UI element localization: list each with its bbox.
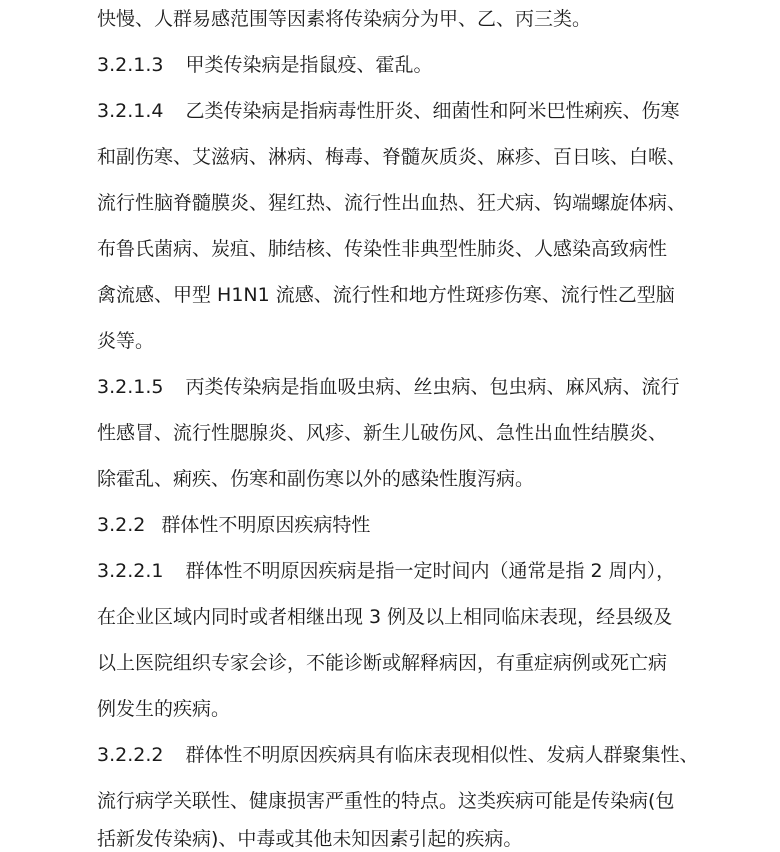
clause-number: 3.2.1.5 — [97, 376, 164, 398]
text-line: 性感冒、流行性腮腺炎、风疹、新生儿破伤风、急性出血性结膜炎、 — [97, 422, 668, 444]
clause-3-2-1-3 — [97, 53, 433, 77]
text-line: 禽流感、甲型 H1N1 流感、流行性和地方性斑疹伤寒、流行性乙型脑 — [97, 284, 675, 306]
text-line: 流行病学关联性、健康损害严重性的特点。这类疾病可能是传染病(包 — [97, 790, 675, 812]
clause-3-2-2-2 — [97, 743, 699, 767]
clause-text: 乙类传染病是指病毒性肝炎、细菌性和阿米巴性痢疾、伤寒 — [185, 100, 680, 122]
text-line: 以上医院组织专家会诊，不能诊断或解释病因，有重症病例或死亡病 — [97, 652, 668, 674]
clause-number: 3.2.2 — [97, 514, 146, 536]
clause-text: 群体性不明原因疾病特性 — [161, 514, 371, 536]
clause-3-2-2-1 — [97, 559, 675, 583]
text-line: 在企业区域内同时或者相继出现 3 例及以上相同临床表现，经县级及 — [97, 606, 673, 628]
text-line: 例发生的疾病。 — [97, 698, 231, 720]
text-line: 布鲁氏菌病、炭疽、肺结核、传染性非典型性肺炎、人感染高致病性 — [97, 238, 668, 260]
text-line: 快慢、人群易感范围等因素将传染病分为甲、乙、丙三类。 — [97, 8, 592, 30]
clause-text: 群体性不明原因疾病具有临床表现相似性、发病人群聚集性、 — [185, 744, 699, 766]
text-line: 炎等。 — [97, 330, 155, 352]
clause-text: 甲类传染病是指鼠疫、霍乱。 — [185, 54, 433, 76]
clause-number: 3.2.2.2 — [97, 744, 164, 766]
clause-number: 3.2.2.1 — [97, 560, 164, 582]
clause-text: 群体性不明原因疾病是指一定时间内（通常是指 2 周内）， — [185, 560, 676, 582]
clause-3-2-1-4 — [97, 99, 680, 123]
section-3-2-2-heading — [97, 513, 370, 537]
text-line: 流行性脑脊髓膜炎、猩红热、流行性出血热、狂犬病、钩端螺旋体病、 — [97, 192, 687, 214]
clause-3-2-1-5 — [97, 375, 680, 399]
text-line: 除霍乱、痢疾、伤寒和副伤寒以外的感染性腹泻病。 — [97, 468, 535, 490]
text-line: 和副伤寒、艾滋病、淋病、梅毒、脊髓灰质炎、麻疹、百日咳、白喉、 — [97, 146, 687, 168]
clause-number: 3.2.1.4 — [97, 100, 164, 122]
clause-text: 丙类传染病是指血吸虫病、丝虫病、包虫病、麻风病、流行 — [185, 376, 680, 398]
clause-number: 3.2.1.3 — [97, 54, 164, 76]
text-line: 括新发传染病)、中毒或其他未知因素引起的疾病。 — [97, 828, 523, 850]
